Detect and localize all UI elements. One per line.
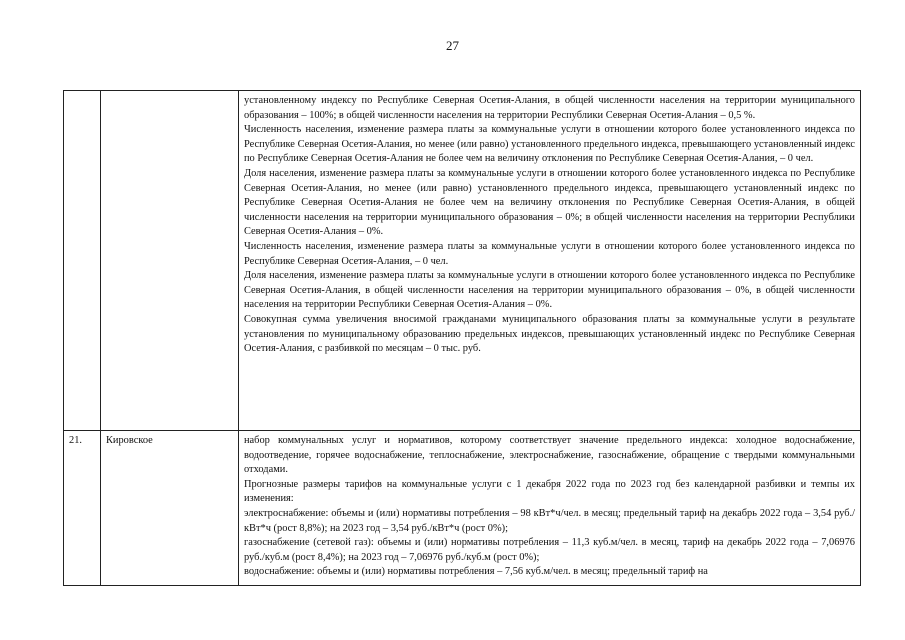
paragraph: Численность населения, изменение размера платы за коммунальные услуги в отношении которого более установленного индекса по Республике Северная Осетия-Алания, но менее (или равно) установленного предельного индекса, превышающего установленный индекс по Республике Северная Осетия-Алания не более чем на величину отклонения по Республике Северная Осетия-Алания, – 0 чел. <box>244 124 855 165</box>
table-row <box>64 91 861 431</box>
paragraph: Доля населения, изменение размера платы за коммунальные услуги в отношении которого более установленного индекса по Республике Северная Осетия-Алания, но менее (или равно) установленного предельного индекса, превышающего установленный индекс по Республике Северная Осетия-Алания не более чем на величину отклонения по Республике Северная Осетия-Алания, в общей численности населения на территории муниципального образования – 0%; в общей численности населения на территории Республики Северная Осетия-Алания – 0%. <box>244 167 855 238</box>
paragraph: Прогнозные размеры тарифов на коммунальные услуги с 1 декабря 2022 года по 2023 год без календарной разбивки и темпы их изменения: <box>244 478 855 505</box>
paragraph: Численность населения, изменение размера платы за коммунальные услуги в отношении которого более установленного индекса по Республике Северная Осетия-Алания, – 0 чел. <box>244 240 855 267</box>
row-number-cell <box>64 91 101 431</box>
tariff-table <box>63 90 861 586</box>
municipality-name-cell: Кировское <box>101 431 239 586</box>
paragraph: водоснабжение: объемы и (или) нормативы потребления – 7,56 куб.м/чел. в месяц; предельный тариф на <box>244 566 708 578</box>
paragraph: Доля населения, изменение размера платы за коммунальные услуги в отношении которого более установленного индекса по Республике Северная Осетия-Алания, в общей численности населения на территории муниципального образования – 0%, в общей численности населения на территории Республики Северная Осетия-Алания – 0%. <box>244 270 855 311</box>
description-cell <box>239 431 861 586</box>
paragraph: электроснабжение: объемы и (или) нормативы потребления – 98 кВт*ч/чел. в месяц; предельный тариф на декабрь 2022 года – 3,54 руб./кВт*ч (рост 8,8%); на 2023 год – 3,54 руб./кВт*ч (рост 0%); <box>244 507 855 534</box>
paragraph: Совокупная сумма увеличения вносимой гражданами муниципального образования платы за коммунальные услуги в результате установления по муниципальному образованию предельных индексов, превышающих установленный индекс по Республике Северная Осетия-Алания, с разбивкой по месяцам – 0 тыс. руб. <box>244 313 855 355</box>
paragraph: набор коммунальных услуг и нормативов, которому соответствует значение предельного индекса: холодное водоснабжение, водоотведение, горячее водоснабжение, теплоснабжение, электроснабжение, газоснабжение, обращение с твердыми коммунальными отходами. <box>244 435 855 476</box>
table-row <box>64 431 861 586</box>
paragraph: газоснабжение (сетевой газ): объемы и (или) нормативы потребления – 11,3 куб.м/чел. в месяц, тариф на декабрь 2022 года – 7,06976 руб./куб.м (рост 8,4%); на 2023 год – 7,06976 руб./куб.м (рост 0%); <box>244 537 855 563</box>
paragraph: установленному индексу по Республике Северная Осетия-Алания, в общей численности населения на территории муниципального образования – 100%; в общей численности населения на территории Республики Северная Осетия-Алания – 0,5 %. <box>244 95 855 121</box>
row-number-cell: 21. <box>64 431 101 586</box>
page-number: 27 <box>446 38 459 53</box>
municipality-name-cell <box>101 91 239 431</box>
description-cell <box>239 91 861 431</box>
